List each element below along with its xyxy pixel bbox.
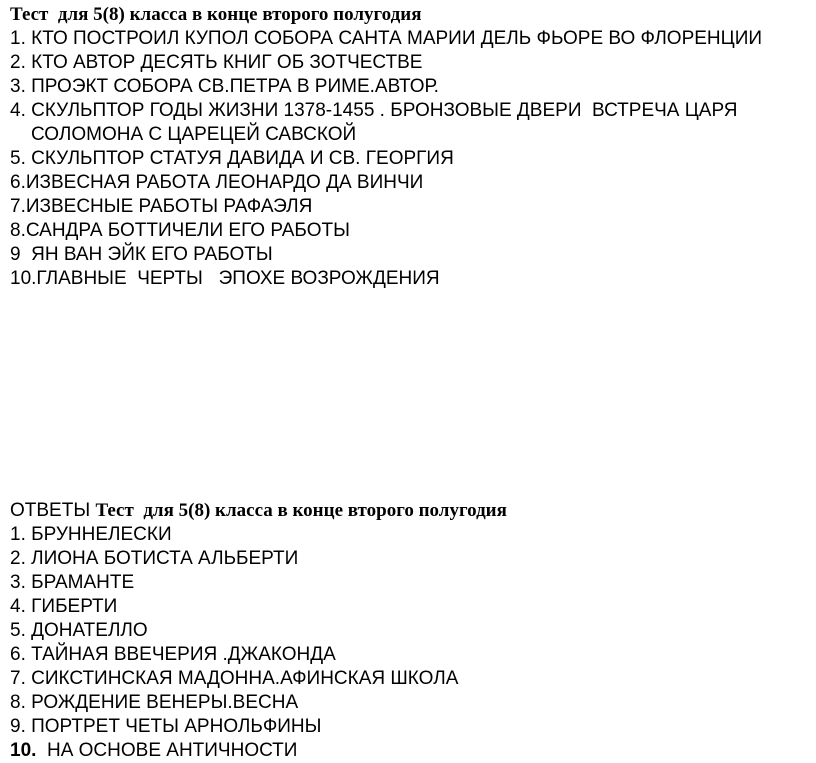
- document-page: [10, 0, 810, 763]
- answer-item: 9. ПОРТРЕТ ЧЕТЫ АРНОЛЬФИНЫ: [10, 716, 322, 737]
- question-item: 7.ИЗВЕСНЫЕ РАБОТЫ РАФАЭЛЯ: [10, 196, 313, 217]
- question-item: 1. КТО ПОСТРОИЛ КУПОЛ СОБОРА САНТА МАРИИ ДЕЛЬ ФЬОРЕ ВО ФЛОРЕНЦИИ: [10, 28, 763, 49]
- answers-heading-title: Тест для 5(8) класса в конце второго полугодия: [95, 500, 507, 521]
- test-title: Тест для 5(8) класса в конце второго полугодия: [10, 4, 422, 25]
- answers-heading: [10, 499, 800, 523]
- question-item: 10.ГЛАВНЫЕ ЧЕРТЫ ЭПОХЕ ВОЗРОЖДЕНИЯ: [10, 268, 440, 289]
- question-list: [10, 27, 800, 291]
- question-item: 9 ЯН ВАН ЭЙК ЕГО РАБОТЫ: [10, 244, 273, 265]
- answer-item: 3. БРАМАНТЕ: [10, 572, 135, 593]
- answer-item: 7. СИКСТИНСКАЯ МАДОННА.АФИНСКАЯ ШКОЛА: [10, 668, 459, 689]
- answer-item-text: НА ОСНОВЕ АНТИЧНОСТИ: [36, 740, 298, 761]
- question-item: 2. КТО АВТОР ДЕСЯТЬ КНИГ ОБ ЗОТЧЕСТВЕ: [10, 52, 423, 73]
- answers-section: [10, 499, 800, 763]
- question-item: 6.ИЗВЕСНАЯ РАБОТА ЛЕОНАРДО ДА ВИНЧИ: [10, 172, 424, 193]
- question-item: 4. СКУЛЬПТОР ГОДЫ ЖИЗНИ 1378-1455 . БРОНЗОВЫЕ ДВЕРИ ВСТРЕЧА ЦАРЯ СОЛОМОНА С ЦАРЕЦЕЙ САВСКОЙ: [10, 100, 743, 145]
- answer-item: 8. РОЖДЕНИЕ ВЕНЕРЫ.ВЕСНА: [10, 692, 299, 713]
- answer-list: [10, 523, 800, 763]
- answers-heading-lead: ОТВЕТЫ: [10, 500, 96, 521]
- answer-item: 5. ДОНАТЕЛЛО: [10, 620, 148, 641]
- answer-item: 6. ТАЙНАЯ ВВЕЧЕРИЯ .ДЖАКОНДА: [10, 644, 336, 665]
- question-item: 5. СКУЛЬПТОР СТАТУЯ ДАВИДА И СВ. ГЕОРГИЯ: [10, 148, 454, 169]
- answer-item: 2. ЛИОНА БОТИСТА АЛЬБЕРТИ: [10, 548, 299, 569]
- question-item: 3. ПРОЭКТ СОБОРА СВ.ПЕТРА В РИМЕ.АВТОР.: [10, 76, 439, 97]
- answer-item: 1. БРУННЕЛЕСКИ: [10, 524, 172, 545]
- question-item: 8.САНДРА БОТТИЧЕЛИ ЕГО РАБОТЫ: [10, 220, 350, 241]
- answer-item-last: [10, 739, 800, 763]
- answer-item: 4. ГИБЕРТИ: [10, 596, 118, 617]
- answer-item-number: 10.: [10, 740, 37, 761]
